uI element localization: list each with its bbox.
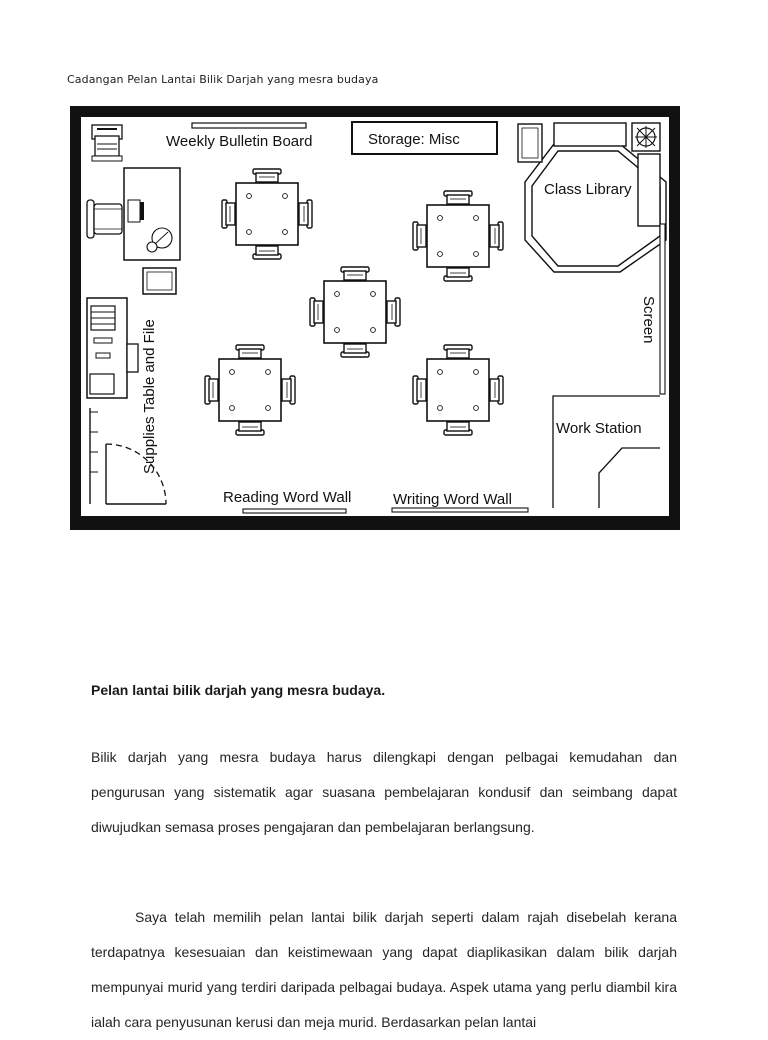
storage-label: Storage: Misc <box>368 131 460 148</box>
reading-wall-label: Reading Word Wall <box>223 489 352 506</box>
figure-caption: Cadangan Pelan Lantai Bilik Darjah yang mesra budaya <box>67 73 379 86</box>
table-cluster-5 <box>413 345 503 435</box>
bulletin-board-label: Weekly Bulletin Board <box>166 133 313 150</box>
supplies-label: Supplies Table and File <box>141 319 158 474</box>
table-cluster-3 <box>310 267 400 357</box>
bulletin-board <box>192 123 306 128</box>
work-station-label: Work Station <box>556 420 642 437</box>
paragraph-2: Saya telah memilih pelan lantai bilik darjah seperti dalam rajah disebelah kerana terdapatnya kesesuaian dan keistimewaan yang dapat diaplikasikan dalam bilik darjah mempunyai murid yang terdiri daripada pelbagai budaya. Aspek utama yang perlu diambil kira ialah cara penyusunan kerusi dan meja murid. Berdasarkan pelan lantai <box>91 909 677 1030</box>
teacher-chair <box>87 200 122 238</box>
table-cluster-1 <box>222 169 312 259</box>
paragraph-1: Bilik darjah yang mesra budaya harus dilengkapi dengan pelbagai kemudahan dan pengurusan yang sistematik agar suasana pembelajaran kondusif dan seimbang dapat diwujudkan semasa proses pengajaran dan pembelajaran berlangsung. <box>91 749 677 835</box>
reading-word-wall <box>243 509 346 513</box>
writing-word-wall <box>392 508 528 512</box>
section-heading: Pelan lantai bilik darjah yang mesra budaya. <box>91 682 386 698</box>
writing-wall-label: Writing Word Wall <box>393 491 512 508</box>
plant-icon <box>632 123 660 151</box>
projector-screen <box>660 224 665 394</box>
screen-label: Screen <box>640 296 657 344</box>
printer-icon <box>92 125 122 161</box>
teacher-desk <box>124 168 180 260</box>
table-cluster-4 <box>205 345 295 435</box>
table-cluster-2 <box>413 191 503 281</box>
class-library-label: Class Library <box>544 181 632 198</box>
classroom-floor-plan <box>70 106 680 530</box>
